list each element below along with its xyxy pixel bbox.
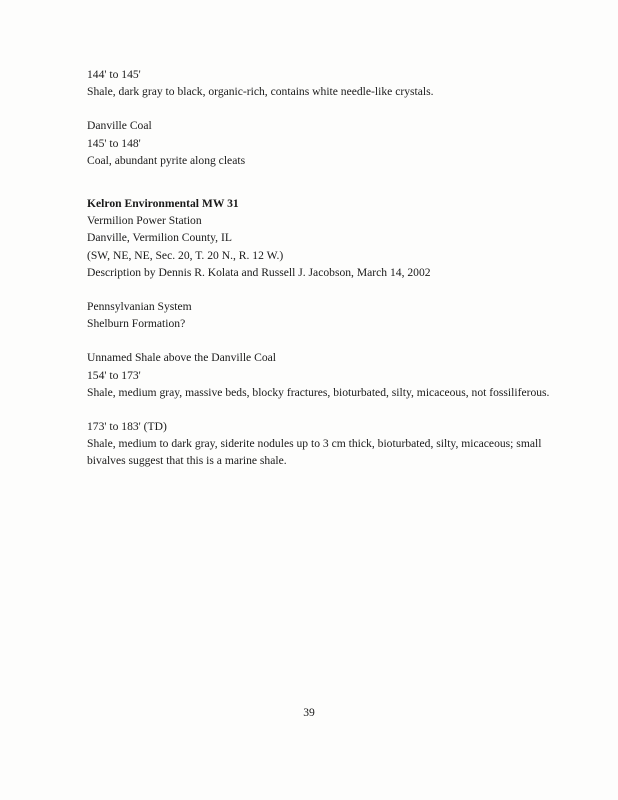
unnamed-shale-block <box>87 349 577 401</box>
spacer <box>87 281 577 298</box>
well-site: Vermilion Power Station <box>87 214 202 228</box>
shale-description: Shale, dark gray to black, organic-rich, contains white needle-like crystals. <box>87 85 434 99</box>
stratigraphy-block <box>87 298 577 332</box>
depth-interval-145-148: 145' to 148' <box>87 136 141 150</box>
unit-name: Danville Coal <box>87 119 152 133</box>
stratigraphic-system: Pennsylvanian System <box>87 300 192 314</box>
stratigraphic-formation: Shelburn Formation? <box>87 317 186 331</box>
spacer <box>87 401 577 418</box>
spacer <box>87 169 577 195</box>
shale-description-line-1: Shale, medium to dark gray, siderite nodules up to 3 cm thick, bioturbated, silty, micaceous; small <box>87 437 542 451</box>
well-location: Danville, Vermilion County, IL <box>87 231 232 245</box>
spacer <box>87 332 577 349</box>
well-header-block <box>87 195 577 281</box>
well-legal-description: (SW, NE, NE, Sec. 20, T. 20 N., R. 12 W.) <box>87 248 284 262</box>
lower-shale-block <box>87 418 577 470</box>
spacer <box>87 100 577 117</box>
shale-description: Shale, medium gray, massive beds, blocky fractures, bioturbated, silty, micaceous, not fossiliferous. <box>87 385 550 399</box>
well-title: Kelron Environmental MW 31 <box>87 197 239 211</box>
page-number: 39 <box>303 706 315 719</box>
danville-coal-block <box>87 117 577 169</box>
unit-name: Unnamed Shale above the Danville Coal <box>87 351 276 365</box>
depth-interval-173-183: 173' to 183' (TD) <box>87 420 167 434</box>
page-content <box>87 66 577 470</box>
depth-interval-144-145: 144' to 145' <box>87 68 141 81</box>
depth-interval-154-173: 154' to 173' <box>87 368 141 382</box>
shale-description-line-2: bivalves suggest that this is a marine shale. <box>87 454 287 468</box>
section-end-block <box>87 66 577 100</box>
coal-description: Coal, abundant pyrite along cleats <box>87 153 246 167</box>
well-description-by: Description by Dennis R. Kolata and Russell J. Jacobson, March 14, 2002 <box>87 265 431 279</box>
